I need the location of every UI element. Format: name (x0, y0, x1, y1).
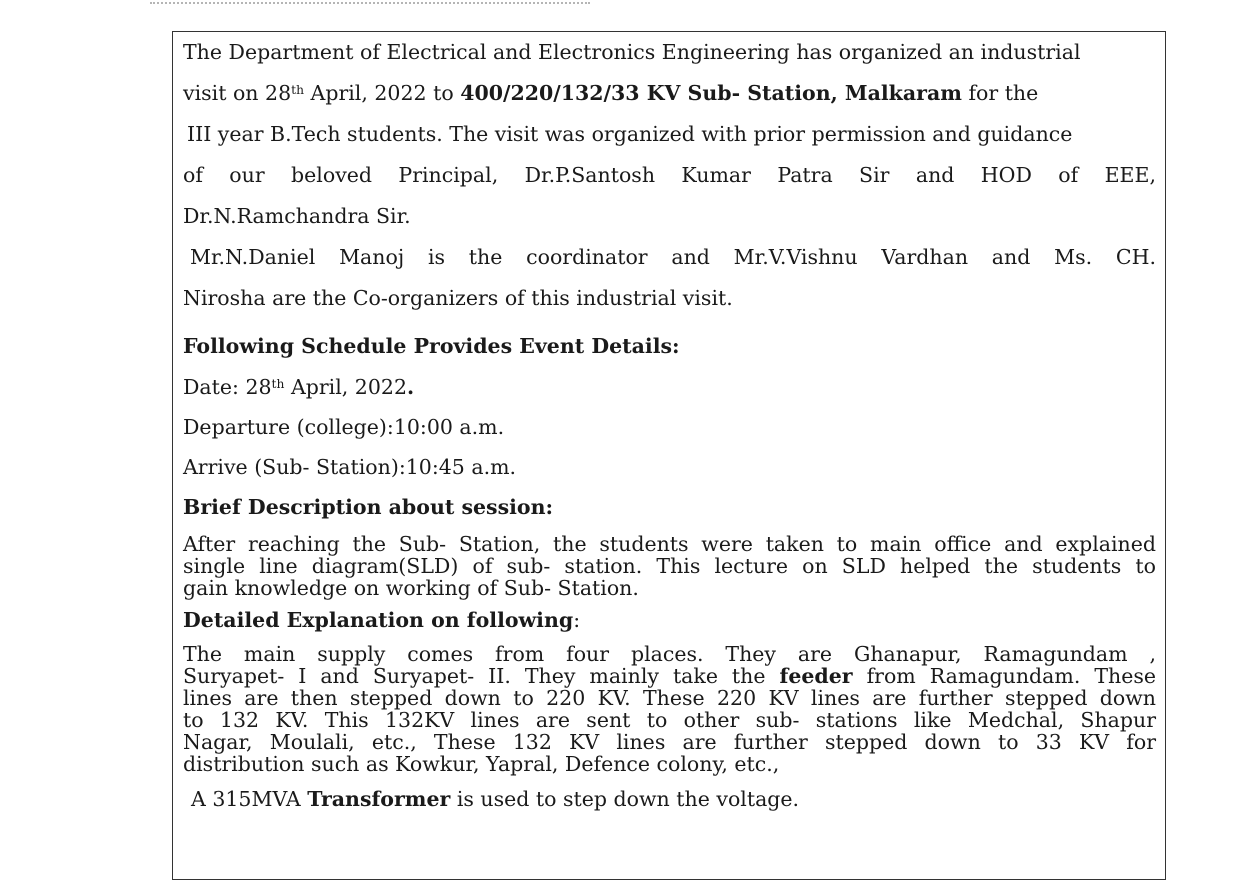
document-frame (172, 31, 1166, 880)
organizers-line: Nirosha are the Co-organizers of this industrial visit. (183, 286, 733, 310)
organizers-line: Mr.N.Daniel Manoj is the coordinator and Mr.V.Vishnu Vardhan and Ms. CH. (190, 245, 1156, 269)
intro-paragraph-line: of our beloved Principal, Dr.P.Santosh Kumar Patra Sir and HOD of EEE, (183, 163, 1156, 187)
feeder-term: feeder (779, 664, 853, 688)
transformer-term: Transformer (307, 787, 451, 811)
intro-paragraph-line: The Department of Electrical and Electronics Engineering has organized an industrial (183, 40, 1081, 64)
brief-paragraph: After reaching the Sub- Station, the students were taken to main office and explained single line diagram(SLD) of sub- station. This lecture on SLD helped the students to gain knowledge on working of Sub- Station. (183, 532, 1156, 600)
detailed-heading: Detailed Explanation on following: (183, 608, 581, 632)
schedule-arrive: Arrive (Sub- Station):10:45 a.m. (183, 455, 517, 479)
transformer-line: A 315MVA Transformer is used to step down the voltage. (191, 787, 800, 811)
schedule-date: Date: 28th April, 2022. (183, 375, 415, 399)
intro-paragraph-line: Dr.N.Ramchandra Sir. (183, 204, 411, 228)
substation-name: 400/220/132/33 KV Sub- Station, Malkaram (460, 81, 962, 105)
schedule-departure: Departure (college):10:00 a.m. (183, 415, 505, 439)
schedule-heading: Following Schedule Provides Event Details: (183, 334, 680, 358)
intro-paragraph-line: III year B.Tech students. The visit was organized with prior permission and guidance (187, 122, 1073, 146)
brief-heading: Brief Description about session: (183, 495, 554, 519)
detailed-paragraph: The main supply comes from four places. They are Ghanapur, Ramagundam , Suryapet- I and Suryapet- II. They mainly take the feeder from Ramagundam. These lines are then stepped down to 220 KV. These 220 KV lines are further stepped down to 132 KV. This 132KV lines are sent to other sub- stations like Medchal, Shapur Nagar, Moulali, etc., These 132 KV lines are further stepped down to 33 KV for distribution such as Kowkur, Yapral, Defence colony, etc., (183, 642, 1156, 776)
intro-paragraph-line: visit on 28th April, 2022 to 400/220/132/33 KV Sub- Station, Malkaram for the (183, 81, 1039, 105)
top-cut-line (150, 0, 590, 5)
